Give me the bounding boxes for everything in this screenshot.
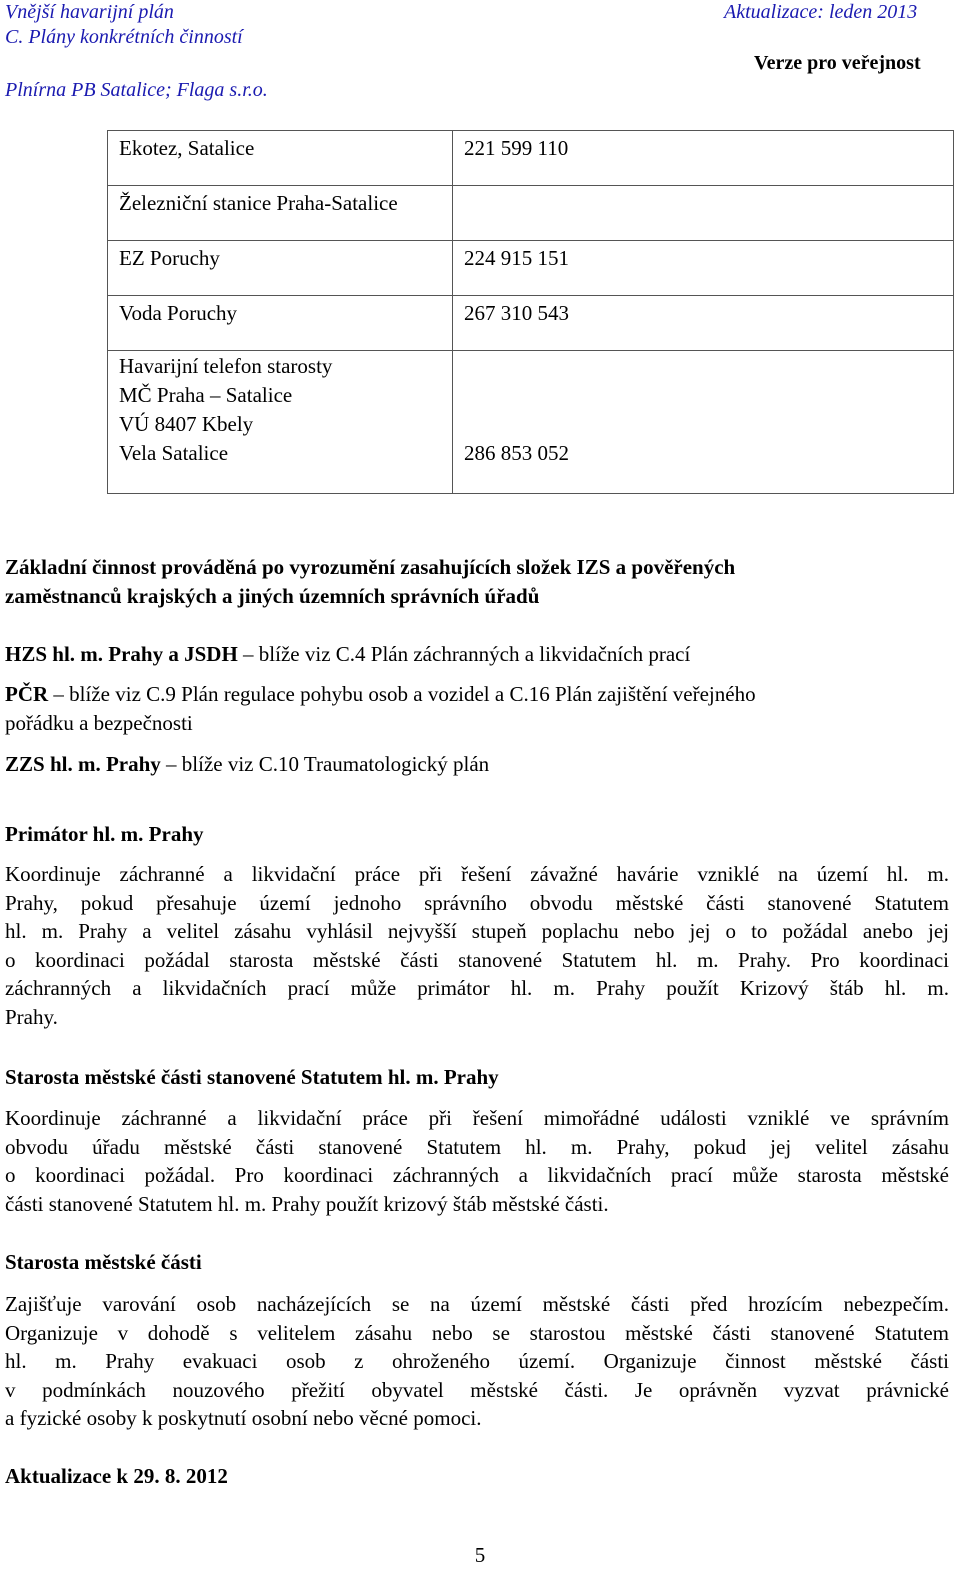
- header-plan-title: Vnější havarijní plán: [5, 1, 174, 23]
- text-line: a fyzické osoby k poskytnutí osobní nebo věcné pomoci.: [5, 1406, 482, 1430]
- header-facility: Plnírna PB Satalice; Flaga s.r.o.: [5, 79, 268, 101]
- contact-phone-cell: [453, 351, 954, 494]
- pcr-label: PČR: [5, 682, 49, 706]
- text-line: o koordinaci požádal starosta městské části stanovené Statutem hl. m. Prahy. Pro koordinaci: [5, 947, 949, 972]
- contacts-table: [107, 130, 954, 494]
- contact-phone: 286 853 052: [464, 441, 569, 465]
- title-line: zaměstnanců krajských a jiných územních správních úřadů: [5, 584, 540, 608]
- header-section: C. Plány konkrétních činností: [5, 26, 243, 48]
- contact-name-multiline: [108, 351, 453, 494]
- contact-name: EZ Poruchy: [108, 241, 453, 296]
- section-body: [5, 1290, 949, 1433]
- zzs-line: [5, 750, 949, 779]
- text-line: Prahy.: [5, 1004, 58, 1029]
- text-line: Zajišťuje varování osob nacházejících se na území městské části před hrozícím nebezpečím.: [5, 1292, 949, 1316]
- contact-name: Voda Poruchy: [108, 296, 453, 351]
- table-row: [108, 131, 954, 186]
- section-body: [5, 860, 949, 1031]
- text-line: v podmínkách nouzového přežití obyvatel městské části. Je oprávněn vyzvat právnické: [5, 1377, 949, 1402]
- update-note: Aktualizace k 29. 8. 2012: [5, 1464, 228, 1488]
- hzs-line: [5, 640, 949, 669]
- section-title: Starosta městské části stanovené Statutem hl. m. Prahy: [5, 1065, 499, 1089]
- title-line: Základní činnost prováděná po vyrozumění zasahujících složek IZS a pověřených: [5, 555, 736, 579]
- contact-phone: 221 599 110: [453, 131, 954, 186]
- pcr-block: [5, 680, 949, 738]
- text-line: o koordinaci požádal. Pro koordinaci záchranných a likvidačních prací může starosta městské: [5, 1163, 949, 1187]
- table-row: [108, 186, 954, 241]
- contact-name: Ekotez, Satalice: [108, 131, 453, 186]
- contact-name-line: VÚ 8407 Kbely: [119, 412, 254, 436]
- section-title: Primátor hl. m. Prahy: [5, 822, 204, 846]
- pcr-text: – blíže viz C.9 Plán regulace pohybu osob a vozidel a C.16 Plán zajištění veřejného: [48, 682, 756, 706]
- text-line: části stanovené Statutem hl. m. Prahy použít krizový štáb městské části.: [5, 1191, 609, 1216]
- section-body: [5, 1104, 949, 1218]
- contact-phone: 267 310 543: [453, 296, 954, 351]
- text-line: Koordinuje záchranné a likvidační práce při řešení závažné havárie vzniklé na území hl. m.: [5, 862, 949, 886]
- text-line: hl. m. Prahy evakuaci osob z ohroženého území. Organizuje činnost městské části: [5, 1349, 949, 1373]
- contact-name-line: Havarijní telefon starosty: [119, 354, 333, 378]
- text-line: obvodu úřadu městské části stanovené Statutem hl. m. Prahy, pokud jej velitel zásahu: [5, 1134, 949, 1159]
- section-title: Starosta městské části: [5, 1250, 202, 1274]
- text-line: záchranných a likvidačních prací může primátor hl. m. Prahy použít Krizový štáb hl. m.: [5, 976, 949, 1000]
- contact-name-line: MČ Praha – Satalice: [119, 383, 293, 407]
- zzs-label: ZZS hl. m. Prahy: [5, 752, 161, 776]
- pcr-line-2: pořádku a bezpečnosti: [5, 711, 193, 735]
- table-row: [108, 296, 954, 351]
- text-line: Koordinuje záchranné a likvidační práce při řešení mimořádné události vzniklé ve správním: [5, 1106, 949, 1130]
- table-row: [108, 241, 954, 296]
- pcr-line: [5, 680, 949, 709]
- contact-name-line: Vela Satalice: [119, 441, 229, 465]
- header-update-date: Aktualizace: leden 2013: [724, 1, 918, 23]
- text-line: Organizuje v dohodě s velitelem zásahu nebo se starostou městské části stanovené Statutem: [5, 1320, 949, 1345]
- header-version: Verze pro veřejnost: [754, 52, 921, 74]
- basic-activity-title: [5, 553, 949, 611]
- zzs-text: – blíže viz C.10 Traumatologický plán: [160, 752, 490, 776]
- table-row: [108, 351, 954, 494]
- text-line: hl. m. Prahy a velitel zásahu vyhlásil nejvyšší stupeň poplachu nebo jej o to požádal anebo jej: [5, 919, 949, 943]
- hzs-text: – blíže viz C.4 Plán záchranných a likvidačních prací: [237, 642, 691, 666]
- contact-name: Železniční stanice Praha-Satalice: [108, 186, 453, 241]
- page-number: 5: [474, 1543, 486, 1567]
- contact-phone: 224 915 151: [453, 241, 954, 296]
- text-line: Prahy, pokud přesahuje území jednoho správního obvodu městské části stanovené Statutem: [5, 890, 949, 915]
- hzs-label: HZS hl. m. Prahy a JSDH: [5, 642, 238, 666]
- contact-phone: [453, 186, 954, 241]
